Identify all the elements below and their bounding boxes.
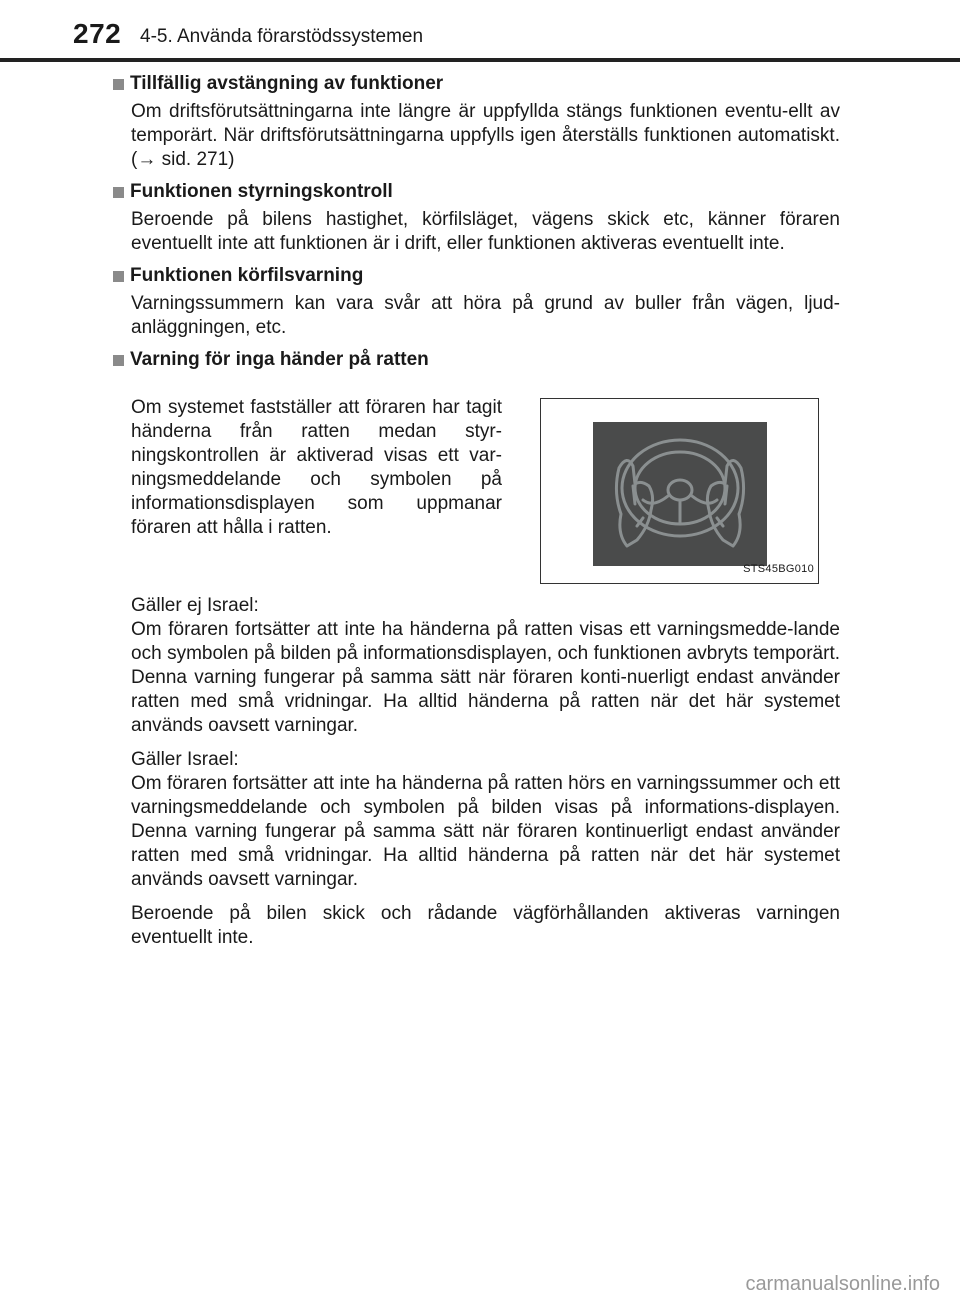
section-body: Beroende på bilens hastighet, körfilsläget, vägens skick etc, känner föraren eventuellt inte att funktionen är i drift, eller funktionen aktiveras eventuellt inte.	[131, 209, 840, 254]
heading-text: Funktionen styrningskontroll	[130, 181, 393, 202]
square-bullet-icon	[113, 271, 124, 282]
heading-text: Tillfällig avstängning av funktioner	[130, 73, 444, 94]
paragraph-label: Gäller Israel:	[131, 749, 239, 770]
figure-code: STS45BG010	[743, 563, 814, 575]
page-number: 272	[73, 18, 122, 49]
paragraph	[113, 594, 840, 738]
section-heading	[113, 348, 840, 372]
section-heading	[113, 264, 840, 288]
paragraph-text: Om föraren fortsätter att inte ha händerna på ratten visas ett varningsmedde-lande och symbolen på bilden på informationsdisplayen, och funktionen avbryts temporärt. Denna varning fungerar på samma sätt när föraren konti-nuerligt endast använder ratten med små vridningar. Ha alltid händerna på ratten när det här systemet används oavsett varningar.	[131, 619, 840, 736]
section-body: Varningssummern kan vara svår att höra på grund av buller från vägen, ljud-anläggningen, etc.	[131, 293, 840, 338]
section-body: Om driftsförutsättningarna inte längre är uppfyllda stängs funktionen eventu-ellt av temporärt. När driftsförutsättningarna uppfylls igen återställs funktionen automatiskt. (→ sid. 271)	[131, 101, 840, 170]
paragraph-text: Beroende på bilen skick och rådande vägförhållanden aktiveras varningen eventuellt inte.	[131, 903, 840, 948]
intro-with-figure	[113, 376, 840, 584]
paragraph-text: Om föraren fortsätter att inte ha händerna på ratten hörs en varningssummer och ett varningsmeddelande och symbolen på bilden visas på informations-displayen. Denna varning fungerar på samma sätt när föraren kontinuerligt endast använder ratten med små vridningar. Ha alltid händerna på ratten när det här systemet används oavsett varningar.	[131, 773, 840, 890]
section-temporary-disable	[113, 72, 840, 172]
watermark: carmanualsonline.info	[745, 1273, 940, 1295]
page-header	[0, 0, 960, 60]
header-rule	[0, 58, 960, 62]
section-heading	[113, 72, 840, 96]
square-bullet-icon	[113, 355, 124, 366]
chapter-title: 4-5. Använda förarstödssystemen	[140, 26, 424, 47]
hands-on-wheel-figure	[540, 398, 819, 584]
steering-wheel-hands-icon	[593, 422, 767, 566]
paragraph-label: Gäller ej Israel:	[131, 595, 259, 616]
square-bullet-icon	[113, 187, 124, 198]
section-heading	[113, 180, 840, 204]
section-steering-control	[113, 180, 840, 256]
paragraph	[113, 748, 840, 892]
square-bullet-icon	[113, 79, 124, 90]
heading-text: Funktionen körfilsvarning	[130, 265, 364, 286]
display-screen	[593, 422, 767, 566]
section-hands-off-warning	[113, 348, 840, 950]
section-intro: Om systemet fastställer att föraren har tagit händerna från ratten medan styr-ningskontrollen är aktiverad visas ett var-ningsmeddelande och symbolen på informationsdisplayen som uppmanar föraren att hålla i ratten.	[131, 397, 502, 538]
heading-text: Varning för inga händer på ratten	[130, 349, 429, 370]
section-lane-warning	[113, 264, 840, 340]
main-content	[113, 72, 840, 958]
